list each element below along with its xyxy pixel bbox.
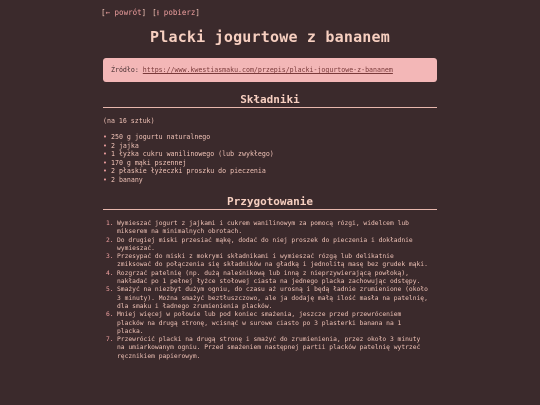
- ingredient-item: [103, 159, 274, 168]
- bullet-icon: •: [103, 175, 107, 184]
- step-text-line: na umiarkowanym ogniu. Przed smażeniem następnej partii placków patelnię wytrzeć: [117, 344, 421, 352]
- step-item: [103, 311, 437, 336]
- source-box: [103, 58, 437, 82]
- ingredient-text: 250 g jogurtu naturalnego: [111, 133, 211, 141]
- step-text-line: Mniej więcej w połowie lub pod koniec smażenia, jeszcze przed przewróceniem: [117, 311, 402, 319]
- ingredients-list: [103, 133, 274, 185]
- ingredient-item: [103, 133, 274, 142]
- step-text-line: Przesypać do miski z mokrymi składnikami i wymieszać rózgą lub delikatnie: [117, 253, 394, 261]
- step-item: [103, 336, 437, 361]
- ingredient-item: [103, 142, 274, 151]
- page-title: Placki jogurtowe z bananem: [150, 28, 390, 46]
- step-text-line: Wymieszać jogurt z jajkami i cukrem wanilinowym za pomocą rózgi, widelcem lub: [117, 220, 409, 227]
- step-number: 4.: [106, 269, 114, 277]
- back-link[interactable]: ← powrót: [105, 8, 142, 17]
- bullet-icon: •: [103, 141, 107, 150]
- step-text-line: 3 minuty). Można smażyć beztłuszczowo, ale ja dodaję małą ilość masła na patelnię,: [117, 294, 428, 302]
- ingredient-item: [103, 167, 274, 176]
- steps-list: [103, 220, 437, 361]
- step-number: 5.: [106, 286, 114, 294]
- step-text-line: Do drugiej miski przesiać mąkę, dodać do niej proszek do pieczenia i dokładnie: [117, 236, 413, 244]
- step-text-line: nakładać po 1 pełnej łyżce stołowej ciasta na jednego placka zachowując odstępy.: [117, 278, 421, 286]
- servings-text: (na 16 sztuk): [103, 117, 155, 125]
- bullet-icon: •: [103, 150, 107, 159]
- source-label: Źródło:: [111, 66, 139, 74]
- step-item: [103, 220, 437, 237]
- step-text-line: wymieszać.: [117, 244, 155, 252]
- source-link[interactable]: https://www.kwestiasmaku.com/przepis/placki-jogurtowe-z-bananem: [142, 66, 393, 74]
- step-text-line: ręcznikiem papierowym.: [117, 352, 201, 360]
- step-text-line: zmiksować do połączenia się składników na gładką i jednolitą masę bez grudek mąki.: [117, 261, 428, 269]
- ingredient-text: 2 jajka: [111, 141, 139, 150]
- bullet-icon: •: [103, 133, 107, 141]
- ingredient-item: [103, 176, 274, 185]
- ingredients-divider: [103, 107, 437, 108]
- step-text-line: placków na drugą stronę, wcisnąć w surowe ciasto po 3 plasterki banana na 1: [117, 319, 402, 327]
- step-text-line: placka.: [117, 327, 144, 335]
- step-item: [103, 253, 437, 270]
- step-item: [103, 237, 437, 254]
- step-item: [103, 286, 437, 311]
- ingredient-text: 2 banany: [111, 175, 143, 184]
- ingredient-item: [103, 150, 274, 159]
- step-text-line: Przewrócić placki na drugą stronę i smażyć do zrumienienia, przez około 3 minuty: [117, 336, 421, 344]
- step-item: [103, 270, 437, 287]
- ingredient-text: 170 g mąki pszennej: [111, 158, 187, 167]
- ingredient-text: 1 łyżka cukru wanilinowego (lub zwykłego): [111, 150, 274, 159]
- step-number: 1.: [106, 220, 114, 227]
- download-link[interactable]: ⭳ pobierz: [156, 8, 196, 17]
- step-number: 6.: [106, 311, 114, 319]
- top-nav: [← powrót] [⭳ pobierz]: [101, 8, 200, 17]
- step-number: 3.: [106, 253, 114, 261]
- step-text-line: dla smaku i ładnego zrumienienia placków.: [117, 302, 273, 310]
- step-number: 7.: [106, 336, 114, 344]
- step-text-line: Rozgrzać patelnię (np. dużą naleśnikową lub inną z nieprzywierającą powłoką),: [117, 269, 409, 277]
- bullet-icon: •: [103, 167, 107, 176]
- ingredients-heading: Składniki: [240, 93, 300, 106]
- bullet-icon: •: [103, 158, 107, 167]
- step-text-line: Smażyć na niezbyt dużym ogniu, do czasu aż urosną i będą ładnie zrumienione (około: [117, 286, 428, 294]
- step-number: 2.: [106, 236, 114, 244]
- preparation-divider: [103, 209, 437, 210]
- ingredient-text: 2 płaskie łyżeczki proszku do pieczenia: [111, 167, 266, 176]
- preparation-heading: Przygotowanie: [226, 195, 314, 208]
- step-text-line: mikserem na minimalnych obrotach.: [117, 228, 243, 236]
